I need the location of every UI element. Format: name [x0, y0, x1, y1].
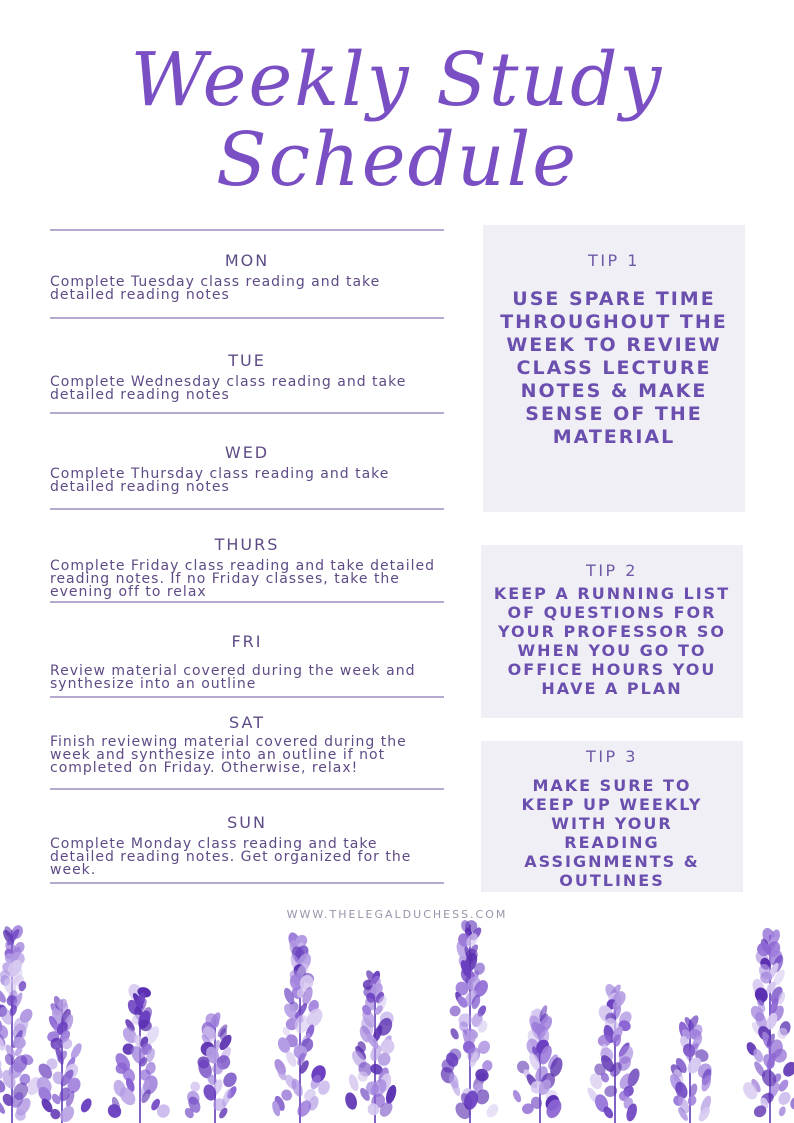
- flower-petal: [603, 1084, 619, 1099]
- day-name: TUE: [228, 351, 266, 370]
- flower-petal: [343, 1091, 358, 1111]
- day-task: Complete Friday class reading and take detailed reading notes. If no Friday classes, take the evening off to relax: [50, 558, 436, 600]
- day-wednesday: [50, 443, 444, 494]
- day-name: SUN: [227, 813, 267, 832]
- day-task: Complete Tuesday class reading and take detailed reading notes: [50, 274, 381, 303]
- tip-label: TIP 3: [586, 747, 638, 766]
- flower-petal: [79, 1097, 94, 1115]
- title-line-2: Schedule: [215, 117, 579, 203]
- title-line-1: Weekly Study: [130, 37, 664, 123]
- day-task: Complete Wednesday class reading and take detailed reading notes: [50, 374, 407, 403]
- day-task: Complete Monday class reading and take detailed reading notes. Get organized for the week.: [50, 836, 412, 878]
- day-saturday: [50, 713, 444, 775]
- flower-petal: [220, 1070, 239, 1090]
- divider: [50, 788, 444, 790]
- lavender-flowers-illustration: [0, 920, 794, 1123]
- flower-petal: [780, 1059, 794, 1079]
- day-name: FRI: [231, 632, 263, 651]
- tip-label: TIP 1: [588, 251, 640, 270]
- flower-petal: [57, 1104, 77, 1123]
- day-monday: [50, 251, 444, 302]
- divider: [50, 508, 444, 510]
- flower-petal: [449, 1027, 461, 1041]
- day-tuesday: [50, 351, 444, 402]
- divider: [50, 601, 444, 603]
- day-name: THURS: [214, 535, 280, 554]
- day-task: Review material covered during the week and synthesize into an outline: [50, 663, 416, 692]
- flower-petal: [379, 1038, 397, 1056]
- divider: [50, 412, 444, 414]
- tip-label: TIP 2: [586, 561, 638, 580]
- tip-text: KEEP A RUNNING LIST OF QUESTIONS FOR YOUR PROFESSOR SO WHEN YOU GO TO OFFICE HOURS YOU HAVE A PLAN: [493, 584, 731, 698]
- day-thursday: [50, 535, 444, 599]
- flower-petal: [189, 1080, 201, 1093]
- tip-text: USE SPARE TIME THROUGHOUT THE WEEK TO REVIEW CLASS LECTURE NOTES & MAKE SENSE OF THE MATERIAL: [500, 288, 728, 448]
- divider: [50, 317, 444, 319]
- website-url: WWW.THELEGALDUCHESS.COM: [286, 908, 508, 921]
- flower-petal: [484, 1102, 501, 1120]
- day-name: WED: [224, 443, 270, 462]
- tip-box-2: [481, 545, 743, 718]
- divider: [50, 696, 444, 698]
- divider: [50, 229, 444, 231]
- tip-box-3: [481, 741, 743, 892]
- divider: [50, 882, 444, 884]
- flower-petal: [511, 1089, 523, 1104]
- day-task: Finish reviewing material covered during the week and synthesize into an outline if not completed on Friday. Otherwise, relax!: [50, 734, 407, 776]
- day-name: SAT: [229, 713, 265, 732]
- day-name: MON: [224, 251, 270, 270]
- flower-petal: [778, 1105, 787, 1117]
- tip-text: MAKE SURE TO KEEP UP WEEKLY WITH YOUR READING ASSIGNMENTS & OUTLINES: [521, 776, 703, 890]
- tip-box-1: [483, 225, 745, 512]
- flower-petal: [105, 1101, 124, 1120]
- day-sunday: [50, 813, 444, 877]
- day-task: Complete Thursday class reading and take detailed reading notes: [50, 466, 390, 495]
- day-friday: [50, 632, 444, 691]
